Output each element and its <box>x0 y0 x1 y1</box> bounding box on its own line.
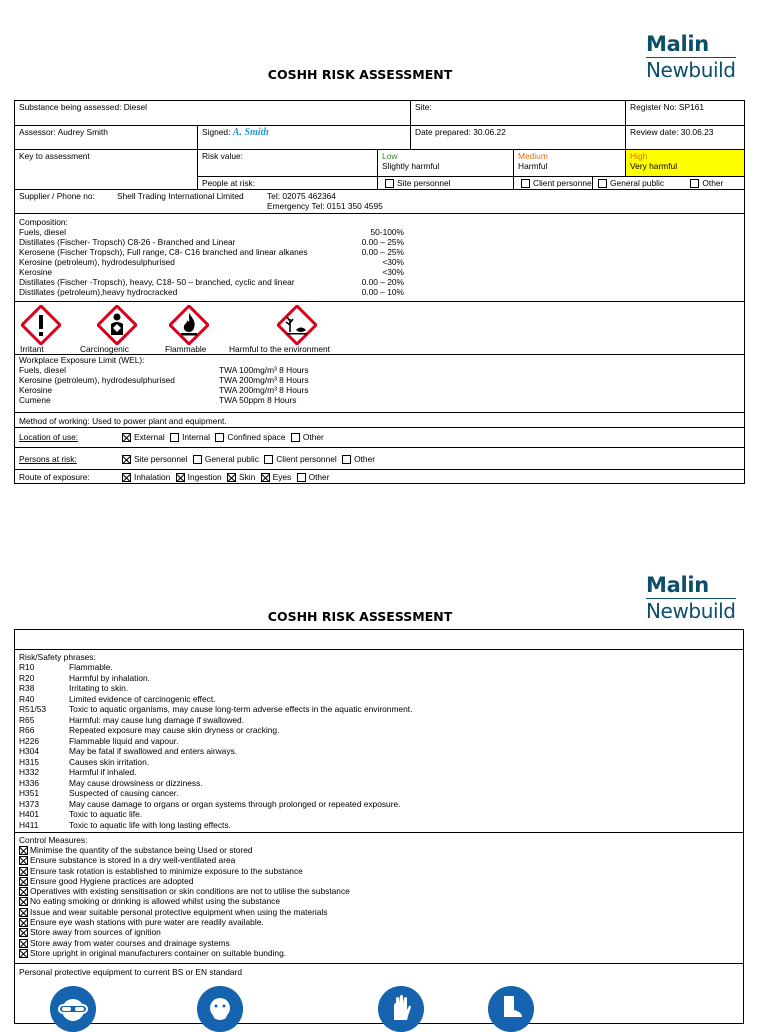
list-item <box>19 287 404 297</box>
control-checkbox[interactable] <box>19 897 28 906</box>
phrase-code: H315 <box>19 756 40 767</box>
composition-name: Distillates (petroleum),heavy hydrocracked <box>19 287 178 297</box>
blank-row <box>15 630 744 650</box>
control-text: Ensure good Hygiene practices are adopted <box>30 875 194 886</box>
composition-name: Fuels, diesel <box>19 227 67 237</box>
list-item <box>19 896 739 906</box>
list-item <box>19 938 739 948</box>
control-text: Ensure task rotation is established to minimize exposure to the substance <box>30 865 303 876</box>
irritant-icon <box>21 305 61 345</box>
list-item <box>19 799 739 810</box>
phrase-code: H401 <box>19 809 40 819</box>
list-item <box>19 694 739 705</box>
wel-list <box>19 365 740 405</box>
control-text: Issue and wear suitable personal protective equipment when using the materials <box>30 906 328 917</box>
control-checkbox[interactable] <box>19 908 28 917</box>
people-other-checkbox[interactable] <box>690 179 699 188</box>
control-text: Operatives with existing sensitisation or skin conditions are not to utilise the substance <box>30 886 350 897</box>
risk-low-cell: Low Slightly harmful <box>378 150 514 177</box>
list-item <box>19 809 739 820</box>
route-other-checkbox[interactable] <box>297 473 306 482</box>
list-item <box>19 845 739 855</box>
location-other-checkbox[interactable] <box>291 433 300 442</box>
route-cell: Route of exposure: Inhalation Ingestion Skin Eyes Other <box>15 470 745 484</box>
phrase-code: H411 <box>19 819 39 830</box>
control-checkbox[interactable] <box>19 887 28 896</box>
list-item <box>19 662 739 673</box>
list-item <box>19 375 740 385</box>
control-checkbox[interactable] <box>19 856 28 865</box>
control-list <box>19 845 739 958</box>
persons-at-risk-cell: Persons at risk: Site personnel General public Client personnel Other <box>15 448 745 470</box>
composition-value: 0.00 – 20% <box>361 277 404 287</box>
phrase-list <box>19 662 739 830</box>
list-item <box>19 267 404 277</box>
substance-cell: Substance being assessed: Diesel <box>15 101 411 126</box>
persons-public-checkbox[interactable] <box>193 455 202 464</box>
people-client-cell: Client personnel <box>514 177 593 190</box>
people-public-checkbox[interactable] <box>598 179 607 188</box>
phrases-table <box>14 629 744 1024</box>
control-text: Store away from water courses and drainage systems <box>30 937 230 948</box>
risk-high-cell: High Very harmful <box>626 150 745 177</box>
safety-boots-icon <box>488 986 534 1032</box>
list-item <box>19 820 739 831</box>
persons-other-checkbox[interactable] <box>342 455 351 464</box>
composition-name: Kerosine (petroleum), hydrodesulphurised <box>19 257 175 267</box>
control-checkbox[interactable] <box>19 867 28 876</box>
key-cell: Key to assessment <box>15 150 198 190</box>
phrase-text: Harmful if inhaled. <box>69 767 137 777</box>
people-public-cell: General public Other <box>593 177 745 190</box>
signature: A. Smith <box>232 127 269 138</box>
phrase-code: H304 <box>19 746 40 756</box>
route-inhalation-checkbox[interactable] <box>122 473 131 482</box>
composition-value: 50-100% <box>370 227 404 237</box>
hazard-symbols-cell: Irritant Carcinogenic Flammable Harmful to the environment <box>15 302 745 355</box>
control-measures-cell: Control Measures: Minimise the quantity of the substance being Used or stored Ensure substance is stored in a dry well-ventilated area Ensure task rotation is established to minimize exposure to the substance Ensure good Hygiene practices are adopted Operatives with existing sensitisation or skin conditions are not to utilise the substance No eating smoking or drinking is allowed whilst using the substance Issue and wear suitable personal protective equipment when using the materials Ensure eye wash stations with pure water are readily available. Store away from sources of ignition Store away from water courses and drainage systems Store upright in original manufacturers container on suitable bunding. <box>15 833 744 964</box>
wel-value: TWA 50ppm 8 Hours <box>219 395 297 405</box>
phrase-code: R20 <box>19 672 35 683</box>
composition-value: 0.00 – 25% <box>361 247 404 257</box>
persons-client-checkbox[interactable] <box>264 455 273 464</box>
signed-cell: Signed: A. Smith <box>198 126 411 150</box>
composition-value: <30% <box>382 267 404 277</box>
phrase-code: H351 <box>19 788 40 798</box>
control-text: Minimise the quantity of the substance being Used or stored <box>30 845 253 855</box>
list-item <box>19 855 739 865</box>
control-checkbox[interactable] <box>19 877 28 886</box>
phrase-text: Irritating to skin. <box>69 683 129 693</box>
list-item <box>19 948 739 958</box>
phrase-text: Flammable liquid and vapour. <box>69 735 179 746</box>
page-title: COSHH RISK ASSESSMENT <box>267 67 453 82</box>
list-item <box>19 227 404 237</box>
register-cell: Register No: SP161 <box>626 101 745 126</box>
control-text: Store upright in original manufacturers container on suitable bunding. <box>30 947 287 958</box>
gloves-icon <box>378 986 424 1032</box>
list-item <box>19 237 404 247</box>
people-site-cell: Site personnel <box>378 177 514 190</box>
composition-name: Distillates (Fischer -Tropsch), heavy, C18- 50 – branched, cyclic and linear <box>19 277 295 287</box>
control-text: Ensure substance is stored in a dry well-ventilated area <box>30 855 236 866</box>
page-2 <box>0 512 768 1024</box>
phrase-text: Suspected of causing cancer. <box>69 788 179 798</box>
list-item <box>19 907 739 917</box>
location-confined-checkbox[interactable] <box>215 433 224 442</box>
date-prepared-cell: Date prepared: 30.06.22 <box>411 126 626 150</box>
people-at-risk-label: People at risk: <box>198 177 378 190</box>
list-item <box>19 715 739 726</box>
list-item <box>19 778 739 789</box>
environment-icon <box>277 305 317 345</box>
phrase-code: R40 <box>19 693 35 704</box>
persons-site-checkbox[interactable] <box>122 455 131 464</box>
flammable-icon <box>169 305 209 345</box>
phrase-text: Limited evidence of carcinogenic effect. <box>69 693 216 704</box>
composition-value: 0.00 – 25% <box>361 237 404 247</box>
control-text: Store away from sources of ignition <box>30 927 161 938</box>
list-item <box>19 746 739 757</box>
composition-name: Kerosene (Fischer Tropsch), Full range, C8- C16 branched and linear alkanes <box>19 247 308 257</box>
route-ingestion-checkbox[interactable] <box>176 473 185 482</box>
route-skin-checkbox[interactable] <box>227 473 236 482</box>
control-text: No eating smoking or drinking is allowed whilst using the substance <box>30 896 280 907</box>
composition-list <box>19 227 740 297</box>
composition-name: Distillates (Fischer- Tropsch) C8-26 - Branched and Linear <box>19 237 236 247</box>
list-item <box>19 395 740 405</box>
phrase-code: R66 <box>19 725 35 735</box>
risk-value-label: Risk value: <box>198 150 378 177</box>
location-internal-checkbox[interactable] <box>170 433 179 442</box>
composition-name: Kerosine <box>19 267 53 277</box>
phrase-text: Harmful by inhalation. <box>69 672 150 683</box>
list-item <box>19 788 739 799</box>
phrase-text: May cause damage to organs or organ systems through prolonged or repeated exposure. <box>69 798 401 809</box>
site-cell: Site: <box>411 101 626 126</box>
people-site-checkbox[interactable] <box>385 179 394 188</box>
phrase-code: R38 <box>19 683 35 693</box>
wel-cell: Workplace Exposure Limit (WEL): Fuels, diesel TWA 100mg/m³ 8 Hours Kerosine (petroleum), hydrodesulphurised TWA 200mg/m³ 8 Hours Kerosine TWA 200mg/m³ 8 Hours Cumene TWA 50ppm 8 Hours <box>15 355 745 413</box>
wel-name: Cumene <box>19 395 51 405</box>
wel-name: Kerosine <box>19 385 53 395</box>
route-eyes-checkbox[interactable] <box>261 473 270 482</box>
assessor-cell: Assessor: Audrey Smith <box>15 126 198 150</box>
composition-value: <30% <box>382 257 404 267</box>
phrase-text: Causes skin irritation. <box>69 756 150 767</box>
list-item <box>19 767 739 778</box>
phrase-text: May cause drowsiness or dizziness. <box>69 777 203 788</box>
list-item <box>19 673 739 684</box>
list-item <box>19 704 739 715</box>
phrase-code: R65 <box>19 714 35 725</box>
wel-value: TWA 200mg/m³ 8 Hours <box>219 385 309 395</box>
respirator-icon <box>197 986 243 1032</box>
malin-newbuild-logo: Malin Newbuild <box>646 573 736 623</box>
list-item <box>19 876 739 886</box>
phrase-code: H226 <box>19 735 40 746</box>
wel-name: Kerosine (petroleum), hydrodesulphurised <box>19 375 175 385</box>
page-title: COSHH RISK ASSESSMENT <box>267 609 453 624</box>
control-checkbox[interactable] <box>19 846 28 855</box>
malin-newbuild-logo: Malin Newbuild <box>646 32 736 82</box>
control-checkbox[interactable] <box>19 928 28 937</box>
list-item <box>19 385 740 395</box>
list-item <box>19 757 739 768</box>
phrase-text: Toxic to aquatic organisms, may cause long-term adverse effects in the aquatic environment. <box>69 704 413 714</box>
page-1 <box>0 0 768 512</box>
wel-value: TWA 200mg/m³ 8 Hours <box>219 375 309 385</box>
list-item <box>19 886 739 896</box>
eye-protection-icon <box>50 986 96 1032</box>
risk-medium-cell: Medium Harmful <box>514 150 626 177</box>
review-date-cell: Review date: 30.06.23 <box>626 126 745 150</box>
location-cell: Location of use: External Internal Confined space Other <box>15 428 745 448</box>
supplier-cell: Supplier / Phone no: Shell Trading International Limited Tel: 02075 462364 Emergency Tel: 0151 350 4595 <box>15 190 745 214</box>
location-external-checkbox[interactable] <box>122 433 131 442</box>
list-item <box>19 866 739 876</box>
phrase-code: R51/53 <box>19 704 47 714</box>
ppe-cell: Personal protective equipment to current BS or EN standard <box>15 964 744 1024</box>
list-item <box>19 917 739 927</box>
phrase-code: H373 <box>19 798 40 809</box>
phrase-text: Toxic to aquatic life. <box>69 809 143 819</box>
list-item <box>19 277 404 287</box>
wel-value: TWA 100mg/m³ 8 Hours <box>219 365 309 375</box>
assessment-table <box>14 100 745 484</box>
list-item <box>19 927 739 937</box>
phrase-code: H336 <box>19 777 40 788</box>
carcinogenic-icon <box>97 305 137 345</box>
risk-safety-phrases-cell: Risk/Safety phrases: R10 Flammable. R20 Harmful by inhalation. R38 Irritating to skin. R40 Limited evidence of carcinogenic effect. R51/53 Toxic to aquatic organisms, may cause long-term adverse effects in the aquatic environment. R65 Harmful: may cause lung damage if swallowed. R66 Repeated exposure may cause skin dryness or cracking. H226 Flammable liquid and vapour. H304 May be fatal if swallowed and enters airways. H315 Causes skin irritation. H332 Harmful if inhaled. H336 May cause drowsiness or dizziness. H351 Suspected of causing cancer. H373 May cause damage to organs or organ systems through prolonged or repeated exposure. H401 Toxic to aquatic life. H411 Toxic to aquatic life with long lasting effects. <box>15 650 744 833</box>
phrase-text: Toxic to aquatic life with long lasting effects. <box>69 819 231 830</box>
phrase-code: R10 <box>19 662 35 672</box>
people-client-checkbox[interactable] <box>521 179 530 188</box>
list-item <box>19 683 739 694</box>
composition-value: 0.00 – 10% <box>361 287 404 297</box>
composition-cell: Composition: Fuels, diesel 50-100% Distillates (Fischer- Tropsch) C8-26 - Branched and Linear 0.00 – 25% Kerosene (Fischer Tropsch), Full range, C8- C16 branched and linear alkanes 0.00 – 25% Kerosine (petroleum), hydrodesulphurised <30% Kerosine <30% Distillates (Fischer -Tropsch), heavy, C18- 50 – branched, cyclic and linear 0.00 – 20% Distillates (petroleum),heavy hydrocracked 0.00 – 10% <box>15 214 745 302</box>
control-checkbox[interactable] <box>19 939 28 948</box>
phrase-text: Flammable. <box>69 662 113 672</box>
control-checkbox[interactable] <box>19 949 28 958</box>
phrase-text: May be fatal if swallowed and enters airways. <box>69 746 238 756</box>
list-item <box>19 725 739 736</box>
list-item <box>19 247 404 257</box>
control-checkbox[interactable] <box>19 918 28 927</box>
list-item <box>19 257 404 267</box>
phrase-code: H332 <box>19 767 40 777</box>
wel-name: Fuels, diesel <box>19 365 67 375</box>
list-item <box>19 736 739 747</box>
list-item <box>19 365 740 375</box>
control-text: Ensure eye wash stations with pure water are readily available. <box>30 917 264 928</box>
method-cell: Method of working: Used to power plant and equipment. <box>15 413 745 428</box>
phrase-text: Repeated exposure may cause skin dryness or cracking. <box>69 725 280 735</box>
phrase-text: Harmful: may cause lung damage if swallowed. <box>69 714 245 725</box>
